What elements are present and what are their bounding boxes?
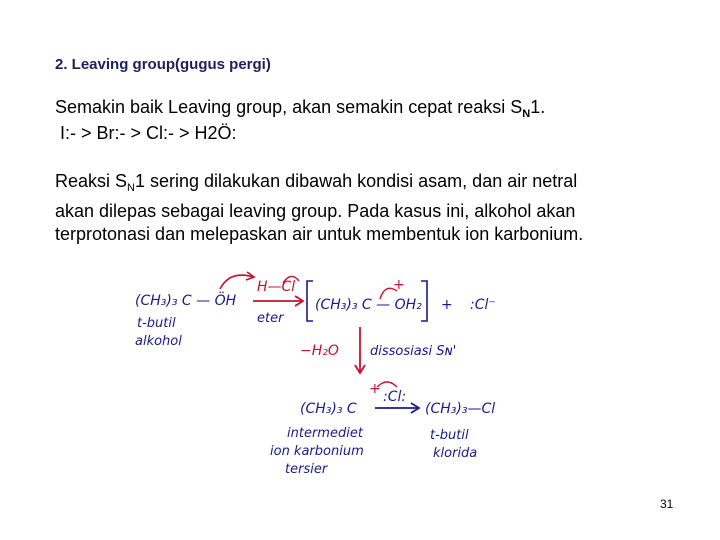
arrow1-label-eter: eter <box>257 311 284 326</box>
step2-dissociation: dissosiasi Sɴ' <box>370 344 457 359</box>
carbocation-label-tersier: tersier <box>285 462 328 477</box>
sn-subscript: N <box>522 108 531 120</box>
explanation-start: Reaksi S <box>55 171 128 191</box>
slide-heading: 2. Leaving group(gugus pergi) <box>55 56 271 73</box>
reaction-mechanism-diagram <box>125 265 545 490</box>
sentence-text: Semakin baik Leaving group, akan semakin cepat reaksi S <box>55 97 523 117</box>
bracket-left <box>307 281 313 321</box>
step2-minus-water: −H₂O <box>300 343 339 359</box>
reagent-hcl: H—Cl <box>257 279 296 295</box>
chloride-ion-2: :Cl: <box>383 389 407 405</box>
page-number: 31 <box>660 497 674 511</box>
oxonium-charge: + <box>393 277 405 293</box>
product-label-tbutil: t-butil <box>430 428 469 443</box>
carbocation-formula: (CH₃)₃ C <box>300 401 357 417</box>
reactant-label-alkohol: alkohol <box>135 334 182 349</box>
carbocation-label-ion-karbonium: ion karbonium <box>270 444 364 459</box>
explanation-line1: 1 sering dilakukan dibawah kondisi asam, dan air netral <box>134 171 578 191</box>
carbocation-charge: + <box>369 381 381 397</box>
chloride-ion: :Cl⁻ <box>470 297 496 313</box>
plus-sign: + <box>441 297 453 313</box>
intermediate-formula: (CH₃)₃ C — OH₂ <box>315 297 422 313</box>
sn1-explanation <box>55 170 675 246</box>
product-formula: (CH₃)₃—Cl <box>425 401 496 417</box>
leaving-group-order: I:- > Br:- > Cl:- > H2Ö: <box>60 123 237 143</box>
explanation-line2: akan dilepas sebagai leaving group. Pada kasus ini, alkohol akan <box>55 201 576 221</box>
product-label-klorida: klorida <box>433 446 478 461</box>
reactant-formula: (CH₃)₃ C — ÖH <box>135 293 237 309</box>
curved-arrow-1 <box>220 275 253 289</box>
carbocation-label-intermediet: intermediet <box>287 426 363 441</box>
bracket-right <box>421 281 427 321</box>
sentence-end: 1. <box>530 97 546 117</box>
sn-subscript-2: N <box>127 182 135 194</box>
reactant-label-tbutil: t-butil <box>137 316 176 331</box>
explanation-line3: terprotonasi dan melepaskan air untuk membentuk ion karbonium. <box>55 224 584 244</box>
